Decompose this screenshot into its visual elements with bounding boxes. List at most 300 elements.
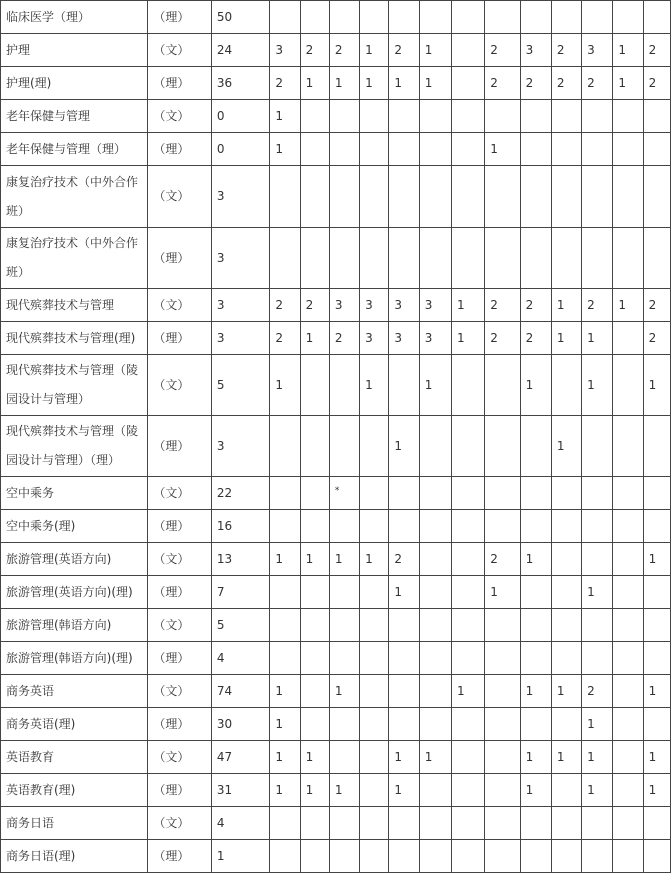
province-count-cell (643, 840, 670, 873)
table-row (1, 609, 671, 642)
province-count-cell: 2 (485, 543, 520, 576)
province-count-cell (360, 774, 389, 807)
province-count-cell (270, 576, 300, 609)
total-cell: 3 (211, 228, 270, 289)
province-count-cell (613, 100, 643, 133)
province-count-cell (360, 166, 389, 228)
province-count-cell (419, 477, 451, 510)
province-count-cell: 1 (551, 416, 581, 477)
province-count-cell (329, 609, 359, 642)
province-count-cell: 2 (643, 322, 670, 355)
province-count-cell (485, 228, 520, 289)
province-count-cell (419, 133, 451, 166)
province-count-cell (360, 807, 389, 840)
province-count-cell (360, 100, 389, 133)
province-count-cell (270, 166, 300, 228)
total-cell: 0 (211, 100, 270, 133)
province-count-cell (451, 67, 484, 100)
province-count-cell (451, 576, 484, 609)
province-count-cell (551, 807, 581, 840)
province-count-cell: 2 (551, 67, 581, 100)
province-count-cell (300, 477, 329, 510)
province-count-cell: 1 (389, 67, 419, 100)
total-cell: 3 (211, 416, 270, 477)
province-count-cell (613, 576, 643, 609)
province-count-cell (389, 100, 419, 133)
province-count-cell (582, 609, 613, 642)
province-count-cell: 1 (270, 100, 300, 133)
province-count-cell (582, 477, 613, 510)
province-count-cell (329, 228, 359, 289)
province-count-cell (419, 708, 451, 741)
province-count-cell: 1 (643, 355, 670, 416)
province-count-cell (613, 133, 643, 166)
province-count-cell (329, 840, 359, 873)
province-count-cell (360, 510, 389, 543)
province-count-cell (551, 708, 581, 741)
province-count-cell (360, 228, 389, 289)
province-count-cell (300, 133, 329, 166)
province-count-cell: 1 (613, 34, 643, 67)
major-name-cell: 空中乘务 (1, 477, 148, 510)
province-count-cell: 1 (389, 576, 419, 609)
province-count-cell (613, 609, 643, 642)
province-count-cell (582, 543, 613, 576)
province-count-cell (520, 416, 551, 477)
province-count-cell: 2 (520, 289, 551, 322)
province-count-cell (643, 807, 670, 840)
subject-type-cell: （文） (148, 543, 212, 576)
subject-type-cell: （文） (148, 289, 212, 322)
province-count-cell: 1 (329, 774, 359, 807)
province-count-cell (520, 708, 551, 741)
province-count-cell (485, 510, 520, 543)
province-count-cell (329, 642, 359, 675)
province-count-cell (485, 1, 520, 34)
province-count-cell: * (329, 477, 359, 510)
province-count-cell: 1 (520, 543, 551, 576)
province-count-cell: 1 (451, 675, 484, 708)
province-count-cell (451, 840, 484, 873)
province-count-cell (329, 510, 359, 543)
province-count-cell: 1 (360, 67, 389, 100)
province-count-cell (419, 642, 451, 675)
table-row (1, 355, 671, 416)
table-row (1, 840, 671, 873)
province-count-cell (520, 477, 551, 510)
province-count-cell: 1 (329, 675, 359, 708)
province-count-cell: 1 (520, 741, 551, 774)
province-count-cell (520, 1, 551, 34)
province-count-cell (613, 510, 643, 543)
province-count-cell (451, 510, 484, 543)
province-count-cell (520, 609, 551, 642)
province-count-cell (613, 774, 643, 807)
major-name-cell: 旅游管理(韩语方向)(理) (1, 642, 148, 675)
total-cell: 31 (211, 774, 270, 807)
province-count-cell (613, 322, 643, 355)
province-count-cell (300, 840, 329, 873)
province-count-cell (643, 708, 670, 741)
major-name-cell: 旅游管理(英语方向) (1, 543, 148, 576)
province-count-cell: 1 (643, 741, 670, 774)
province-count-cell (451, 543, 484, 576)
province-count-cell (485, 642, 520, 675)
subject-type-cell: （文） (148, 609, 212, 642)
province-count-cell: 2 (520, 322, 551, 355)
province-count-cell: 1 (270, 355, 300, 416)
table-row (1, 576, 671, 609)
province-count-cell (485, 708, 520, 741)
table-row (1, 675, 671, 708)
province-count-cell: 1 (419, 34, 451, 67)
province-count-cell (613, 741, 643, 774)
province-count-cell (551, 1, 581, 34)
province-count-cell (613, 708, 643, 741)
province-count-cell (329, 576, 359, 609)
table-row (1, 477, 671, 510)
major-name-cell: 商务日语 (1, 807, 148, 840)
province-count-cell: 1 (360, 543, 389, 576)
province-count-cell: 2 (485, 289, 520, 322)
province-count-cell (300, 1, 329, 34)
province-count-cell (389, 133, 419, 166)
province-count-cell (485, 774, 520, 807)
province-count-cell (485, 477, 520, 510)
province-count-cell: 2 (485, 67, 520, 100)
province-count-cell: 1 (520, 355, 551, 416)
province-count-cell (643, 100, 670, 133)
province-count-cell (520, 840, 551, 873)
province-count-cell (360, 416, 389, 477)
subject-type-cell: （理） (148, 416, 212, 477)
subject-type-cell: （理） (148, 228, 212, 289)
province-count-cell (643, 133, 670, 166)
table-row (1, 708, 671, 741)
total-cell: 16 (211, 510, 270, 543)
province-count-cell: 1 (389, 774, 419, 807)
province-count-cell (613, 355, 643, 416)
province-count-cell (551, 228, 581, 289)
province-count-cell: 3 (419, 289, 451, 322)
province-count-cell: 3 (520, 34, 551, 67)
province-count-cell (582, 133, 613, 166)
table-row (1, 741, 671, 774)
province-count-cell: 1 (643, 543, 670, 576)
province-count-cell (270, 228, 300, 289)
province-count-cell (389, 609, 419, 642)
total-cell: 47 (211, 741, 270, 774)
province-count-cell (389, 477, 419, 510)
province-count-cell (360, 708, 389, 741)
province-count-cell: 1 (329, 67, 359, 100)
major-name-cell: 现代殡葬技术与管理（陵园设计与管理） (1, 355, 148, 416)
total-cell: 4 (211, 642, 270, 675)
province-count-cell: 2 (270, 322, 300, 355)
province-count-cell (582, 807, 613, 840)
province-count-cell (451, 1, 484, 34)
province-count-cell: 1 (520, 774, 551, 807)
total-cell: 0 (211, 133, 270, 166)
total-cell: 74 (211, 675, 270, 708)
province-count-cell: 2 (485, 322, 520, 355)
table-row (1, 807, 671, 840)
major-name-cell: 空中乘务(理) (1, 510, 148, 543)
province-count-cell (389, 642, 419, 675)
table-row (1, 1, 671, 34)
province-count-cell (300, 642, 329, 675)
province-count-cell (270, 477, 300, 510)
province-count-cell (582, 840, 613, 873)
province-count-cell: 2 (329, 34, 359, 67)
province-count-cell (329, 1, 359, 34)
subject-type-cell: （文） (148, 355, 212, 416)
province-count-cell (389, 708, 419, 741)
province-count-cell (300, 228, 329, 289)
total-cell: 3 (211, 322, 270, 355)
table-row (1, 166, 671, 228)
subject-type-cell: （文） (148, 100, 212, 133)
province-count-cell (582, 100, 613, 133)
province-count-cell: 1 (582, 774, 613, 807)
province-count-cell (419, 543, 451, 576)
table-row (1, 34, 671, 67)
province-count-cell (613, 807, 643, 840)
province-count-cell: 2 (389, 543, 419, 576)
province-count-cell (485, 166, 520, 228)
subject-type-cell: （理） (148, 576, 212, 609)
province-count-cell (300, 807, 329, 840)
province-count-cell (419, 609, 451, 642)
province-count-cell: 3 (329, 289, 359, 322)
province-count-cell (451, 609, 484, 642)
province-count-cell (551, 510, 581, 543)
province-count-cell: 3 (419, 322, 451, 355)
province-count-cell (613, 642, 643, 675)
subject-type-cell: （文） (148, 807, 212, 840)
province-count-cell: 1 (613, 289, 643, 322)
province-count-cell (389, 166, 419, 228)
province-count-cell (270, 1, 300, 34)
province-count-cell: 2 (270, 289, 300, 322)
province-count-cell: 1 (419, 355, 451, 416)
province-count-cell (451, 708, 484, 741)
province-count-cell: 2 (643, 289, 670, 322)
province-count-cell (360, 840, 389, 873)
province-count-cell: 1 (300, 741, 329, 774)
province-count-cell (300, 100, 329, 133)
province-count-cell (419, 166, 451, 228)
province-count-cell (389, 675, 419, 708)
province-count-cell (389, 510, 419, 543)
province-count-cell (485, 355, 520, 416)
province-count-cell: 1 (551, 741, 581, 774)
province-count-cell (551, 166, 581, 228)
table-body (1, 1, 671, 873)
province-count-cell (582, 642, 613, 675)
major-name-cell: 商务英语 (1, 675, 148, 708)
province-count-cell (485, 675, 520, 708)
province-count-cell (613, 416, 643, 477)
major-name-cell: 护理(理) (1, 67, 148, 100)
province-count-cell (520, 510, 551, 543)
province-count-cell (551, 543, 581, 576)
major-name-cell: 现代殡葬技术与管理（陵园设计与管理）（理） (1, 416, 148, 477)
total-cell: 3 (211, 166, 270, 228)
table-row (1, 774, 671, 807)
subject-type-cell: （文） (148, 477, 212, 510)
province-count-cell (300, 609, 329, 642)
province-count-cell: 1 (643, 675, 670, 708)
province-count-cell (485, 807, 520, 840)
province-count-cell (270, 416, 300, 477)
province-count-cell: 2 (582, 675, 613, 708)
province-count-cell (451, 133, 484, 166)
province-count-cell (300, 675, 329, 708)
province-count-cell: 1 (582, 741, 613, 774)
province-count-cell: 1 (551, 675, 581, 708)
table-row (1, 100, 671, 133)
province-count-cell (451, 477, 484, 510)
total-cell: 24 (211, 34, 270, 67)
province-count-cell (551, 840, 581, 873)
province-count-cell (520, 166, 551, 228)
subject-type-cell: （理） (148, 133, 212, 166)
province-count-cell (451, 166, 484, 228)
province-count-cell (389, 807, 419, 840)
province-count-cell (360, 741, 389, 774)
province-count-cell: 2 (582, 67, 613, 100)
province-count-cell: 1 (270, 741, 300, 774)
major-name-cell: 康复治疗技术（中外合作班） (1, 166, 148, 228)
major-name-cell: 英语教育(理) (1, 774, 148, 807)
province-count-cell (329, 166, 359, 228)
province-count-cell (582, 416, 613, 477)
province-count-cell (419, 807, 451, 840)
province-count-cell: 1 (582, 576, 613, 609)
province-count-cell (389, 355, 419, 416)
province-count-cell: 3 (389, 289, 419, 322)
province-count-cell (551, 774, 581, 807)
province-count-cell (300, 708, 329, 741)
province-count-cell (582, 166, 613, 228)
province-count-cell: 1 (300, 322, 329, 355)
province-count-cell (613, 228, 643, 289)
province-count-cell (329, 416, 359, 477)
province-count-cell: 1 (389, 741, 419, 774)
major-name-cell: 旅游管理(韩语方向) (1, 609, 148, 642)
province-count-cell (419, 576, 451, 609)
table-row (1, 228, 671, 289)
major-name-cell: 临床医学（理） (1, 1, 148, 34)
province-count-cell: 1 (451, 322, 484, 355)
province-count-cell: 1 (582, 708, 613, 741)
table-row (1, 67, 671, 100)
province-count-cell: 1 (643, 774, 670, 807)
subject-type-cell: （理） (148, 840, 212, 873)
province-count-cell (451, 807, 484, 840)
major-name-cell: 现代殡葬技术与管理 (1, 289, 148, 322)
province-count-cell (329, 100, 359, 133)
province-count-cell (329, 741, 359, 774)
province-count-cell (451, 774, 484, 807)
province-count-cell (389, 1, 419, 34)
province-count-cell: 1 (300, 774, 329, 807)
table-row (1, 543, 671, 576)
province-count-cell (643, 1, 670, 34)
province-count-cell (360, 477, 389, 510)
province-count-cell (520, 100, 551, 133)
subject-type-cell: （文） (148, 166, 212, 228)
subject-type-cell: （文） (148, 741, 212, 774)
table-row (1, 510, 671, 543)
province-count-cell (643, 609, 670, 642)
province-count-cell: 1 (582, 322, 613, 355)
table-row (1, 289, 671, 322)
province-count-cell: 2 (643, 67, 670, 100)
province-count-cell (485, 741, 520, 774)
province-count-cell (643, 477, 670, 510)
province-count-cell (329, 355, 359, 416)
province-count-cell (389, 228, 419, 289)
subject-type-cell: （文） (148, 675, 212, 708)
total-cell: 7 (211, 576, 270, 609)
province-count-cell: 1 (300, 543, 329, 576)
province-count-cell (613, 840, 643, 873)
total-cell: 4 (211, 807, 270, 840)
subject-type-cell: （理） (148, 510, 212, 543)
province-count-cell: 1 (270, 774, 300, 807)
province-count-cell (360, 1, 389, 34)
province-count-cell (451, 100, 484, 133)
subject-type-cell: （理） (148, 642, 212, 675)
province-count-cell (582, 510, 613, 543)
province-count-cell: 1 (419, 67, 451, 100)
province-count-cell: 1 (613, 67, 643, 100)
province-count-cell (419, 416, 451, 477)
major-name-cell: 旅游管理(英语方向)(理) (1, 576, 148, 609)
table-row (1, 322, 671, 355)
province-count-cell (643, 510, 670, 543)
province-count-cell: 1 (551, 322, 581, 355)
province-count-cell (270, 840, 300, 873)
province-count-cell: 1 (582, 355, 613, 416)
table-row (1, 133, 671, 166)
province-count-cell (613, 166, 643, 228)
province-count-cell (360, 609, 389, 642)
province-count-cell (643, 416, 670, 477)
total-cell: 1 (211, 840, 270, 873)
total-cell: 13 (211, 543, 270, 576)
province-count-cell: 1 (485, 576, 520, 609)
province-count-cell: 1 (389, 416, 419, 477)
province-count-cell: 1 (419, 741, 451, 774)
province-count-cell: 3 (389, 322, 419, 355)
total-cell: 50 (211, 1, 270, 34)
subject-type-cell: （文） (148, 34, 212, 67)
province-count-cell: 3 (360, 322, 389, 355)
province-count-cell: 2 (582, 289, 613, 322)
province-count-cell (551, 609, 581, 642)
province-count-cell (613, 477, 643, 510)
province-count-cell (300, 510, 329, 543)
province-count-cell: 2 (389, 34, 419, 67)
province-count-cell (485, 609, 520, 642)
province-count-cell (419, 1, 451, 34)
province-count-cell (582, 228, 613, 289)
province-count-cell (551, 355, 581, 416)
province-count-cell: 3 (582, 34, 613, 67)
